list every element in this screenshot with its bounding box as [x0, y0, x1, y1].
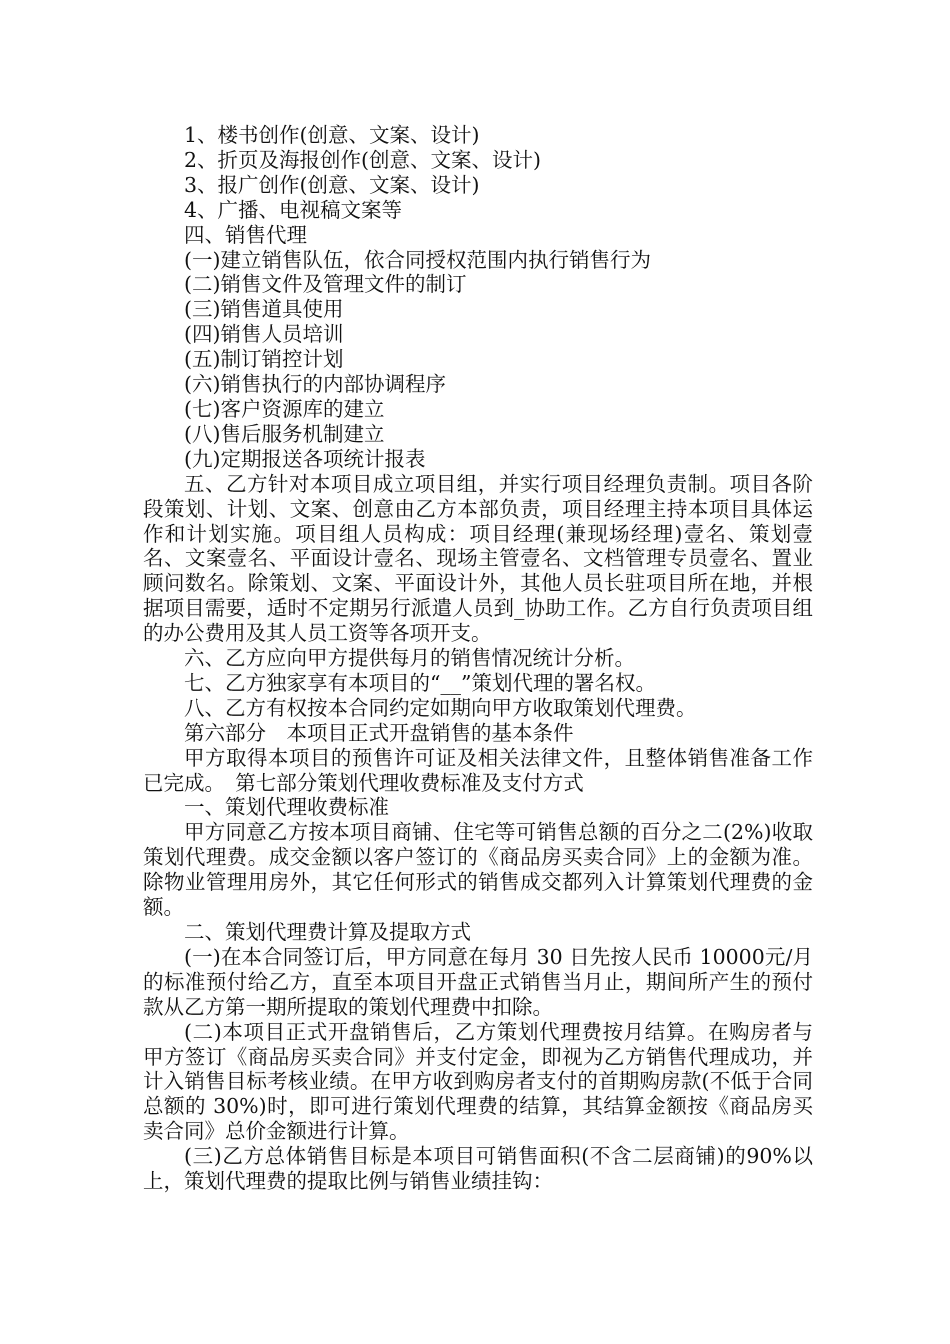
document-body [143, 123, 813, 1194]
body-paragraph: (三)乙方总体销售目标是本项目可销售面积(不含二层商铺)的90%以上，策划代理费的提取比例与销售业绩挂钩： [143, 1144, 813, 1194]
list-item: (三)销售道具使用 [184, 297, 344, 322]
list-item: (九)定期报送各项统计报表 [184, 446, 426, 471]
section-heading: 一、策划代理收费标准 [184, 795, 389, 820]
body-paragraph: 甲方取得本项目的预售许可证及相关法律文件，且整体销售准备工作已完成。 第七部分策划代理收费标准及支付方式 [143, 745, 813, 795]
body-paragraph: 五、乙方针对本项目成立项目组，并实行项目经理负责制。项目各阶段策划、计划、文案、创意由乙方本部负责，项目经理主持本项目具体运作和计划实施。项目组人员构成：项目经理(兼现场经理)壹名、策划壹名、文案壹名、平面设计壹名、现场主管壹名、文档管理专员壹名、置业顾问数名。除策划、文案、平面设计外，其他人员长驻项目所在地，并根据项目需要，适时不定期另行派遣人员到_协助工作。乙方自行负责项目组的办公费用及其人员工资等各项开支。 [143, 471, 813, 646]
section-heading: 二、策划代理费计算及提取方式 [184, 920, 471, 944]
body-paragraph: 七、乙方独家享有本项目的“__”策划代理的署名权。 [184, 670, 656, 695]
list-item: 4、广播、电视稿文案等 [184, 197, 403, 222]
list-item: 1、楼书创作(创意、文案、设计) [184, 123, 480, 147]
list-item: (五)制订销控计划 [184, 347, 344, 372]
body-paragraph: 六、乙方应向甲方提供每月的销售情况统计分析。 [184, 646, 635, 671]
body-paragraph: (二)本项目正式开盘销售后，乙方策划代理费按月结算。在购房者与甲方签订《商品房买卖合同》并支付定金，即视为乙方销售代理成功，并计入销售目标考核业绩。在甲方收到购房者支付的首期购房款(不低于合同总额的 30%)时，即可进行策划代理费的结算，其结算金额按《商品房买卖合同》总价金额进行计算。 [143, 1019, 813, 1144]
list-item: (二)销售文件及管理文件的制订 [184, 272, 467, 297]
list-item: 2、折页及海报创作(创意、文案、设计) [184, 147, 542, 172]
body-paragraph: (一)在本合同签订后，甲方同意在每月 30 日先按人民币 10000元/月的标准预付给乙方，直至本项目开盘正式销售当月止，期间所产生的预付款从乙方第一期所提取的策划代理费中扣除。 [143, 944, 813, 1019]
list-item: (一)建立销售队伍，依合同授权范围内执行销售行为 [184, 247, 651, 272]
section-heading: 第六部分 本项目正式开盘销售的基本条件 [184, 720, 574, 745]
section-heading: 四、销售代理 [184, 222, 307, 247]
body-paragraph: 八、乙方有权按本合同约定如期向甲方收取策划代理费。 [184, 695, 697, 720]
body-paragraph: 甲方同意乙方按本项目商铺、住宅等可销售总额的百分之二(2%)收取策划代理费。成交金额以客户签订的《商品房买卖合同》上的金额为准。除物业管理用房外，其它任何形式的销售成交都列入计算策划代理费的金额。 [143, 820, 813, 920]
list-item: 3、报广创作(创意、文案、设计) [184, 172, 480, 197]
list-item: (八)售后服务机制建立 [184, 421, 385, 446]
list-item: (六)销售执行的内部协调程序 [184, 372, 446, 397]
list-item: (四)销售人员培训 [184, 322, 344, 347]
list-item: (七)客户资源库的建立 [184, 396, 385, 421]
